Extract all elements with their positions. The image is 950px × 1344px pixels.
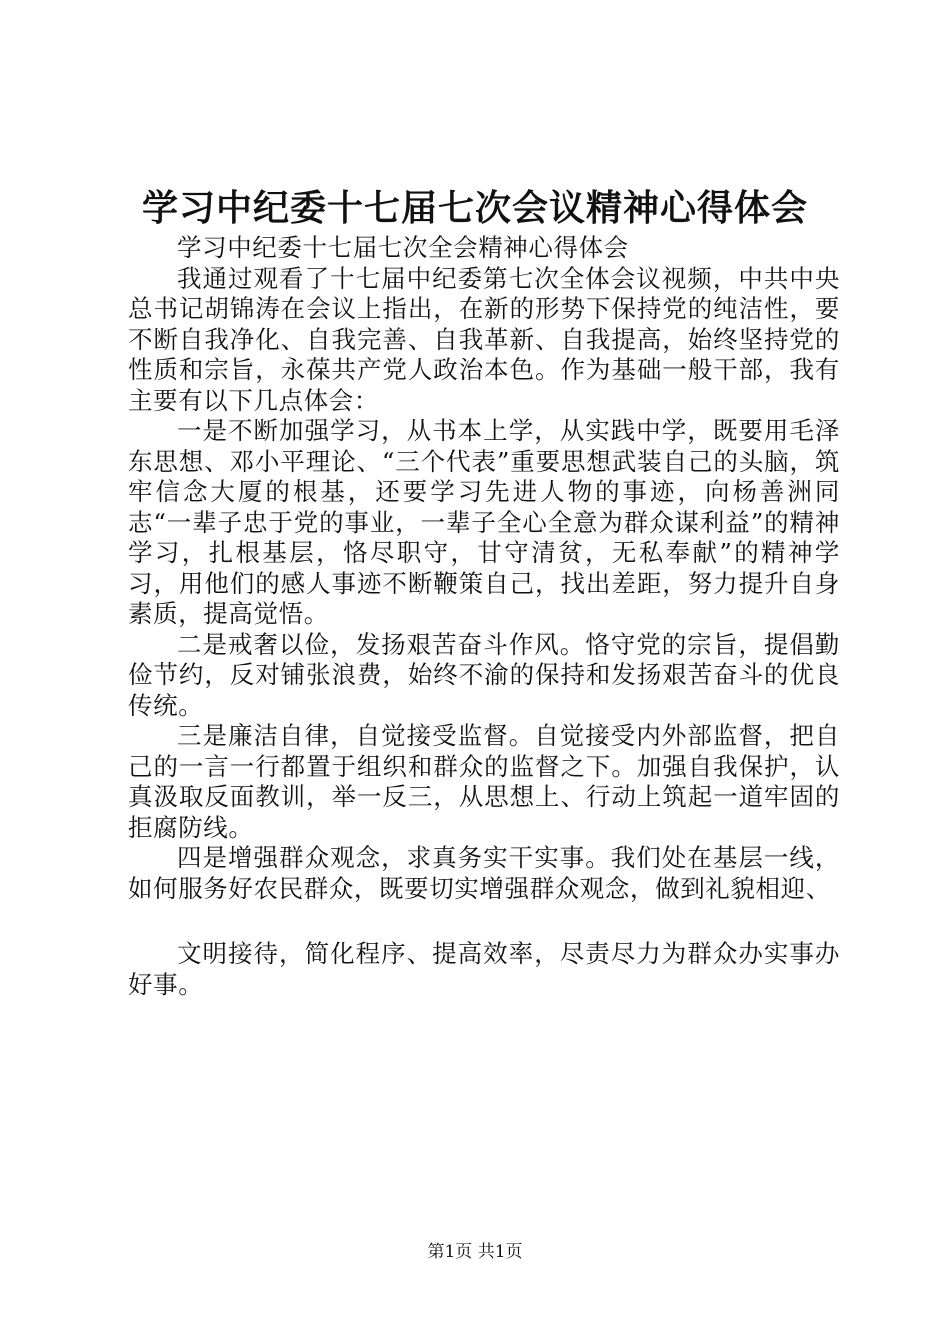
paragraph-point-three: 三是廉洁自律，自觉接受监督。自觉接受内外部监督，把自己的一言一行都置于组织和群众的监督之下。加强自我保护，认真汲取反面教训，举一反三，从思想上、行动上筑起一道牢固的拒腐防线。 xyxy=(128,721,840,842)
paragraph-intro: 我通过观看了十七届中纪委第七次全体会议视频，中共中央总书记胡锦涛在会议上指出，在新的形势下保持党的纯洁性，要不断自我净化、自我完善、自我革新、自我提高，始终坚持党的性质和宗旨，永葆共产党人政治本色。作为基础一般干部，我有主要有以下几点体会： xyxy=(128,263,840,415)
paragraph-point-four: 四是增强群众观念，求真务实干实事。我们处在基层一线，如何服务好农民群众，既要切实增强群众观念，做到礼貌相迎、 xyxy=(128,843,840,903)
paragraph-subtitle: 学习中纪委十七届七次全会精神心得体会 xyxy=(177,233,629,262)
paragraph-point-one: 一是不断加强学习，从书本上学，从实践中学，既要用毛泽东思想、邓小平理论、“三个代表”重要思想武装自己的头脑，筑牢信念大厦的根基，还要学习先进人物的事迹，向杨善洲同志“一辈子忠于党的事业，一辈子全心全意为群众谋利益”的精神学习，扎根基层，恪尽职守，甘守清贫，无私奉献”的精神学习，用他们的感人事迹不断鞭策自己，找出差距，努力提升自身素质，提高觉悟。 xyxy=(128,416,840,628)
document-body-continuation xyxy=(128,939,840,1000)
document-body xyxy=(128,233,840,904)
paragraph-point-two: 二是戒奢以俭，发扬艰苦奋斗作风。恪守党的宗旨，提倡勤俭节约，反对铺张浪费，始终不渝的保持和发扬艰苦奋斗的优良传统。 xyxy=(128,629,840,720)
paragraph-point-four-continued: 文明接待，简化程序、提高效率，尽责尽力为群众办实事办好事。 xyxy=(128,939,840,999)
document-title: 学习中纪委十七届七次会议精神心得体会 xyxy=(141,187,808,229)
page-number: 第1页 共1页 xyxy=(427,1242,523,1262)
